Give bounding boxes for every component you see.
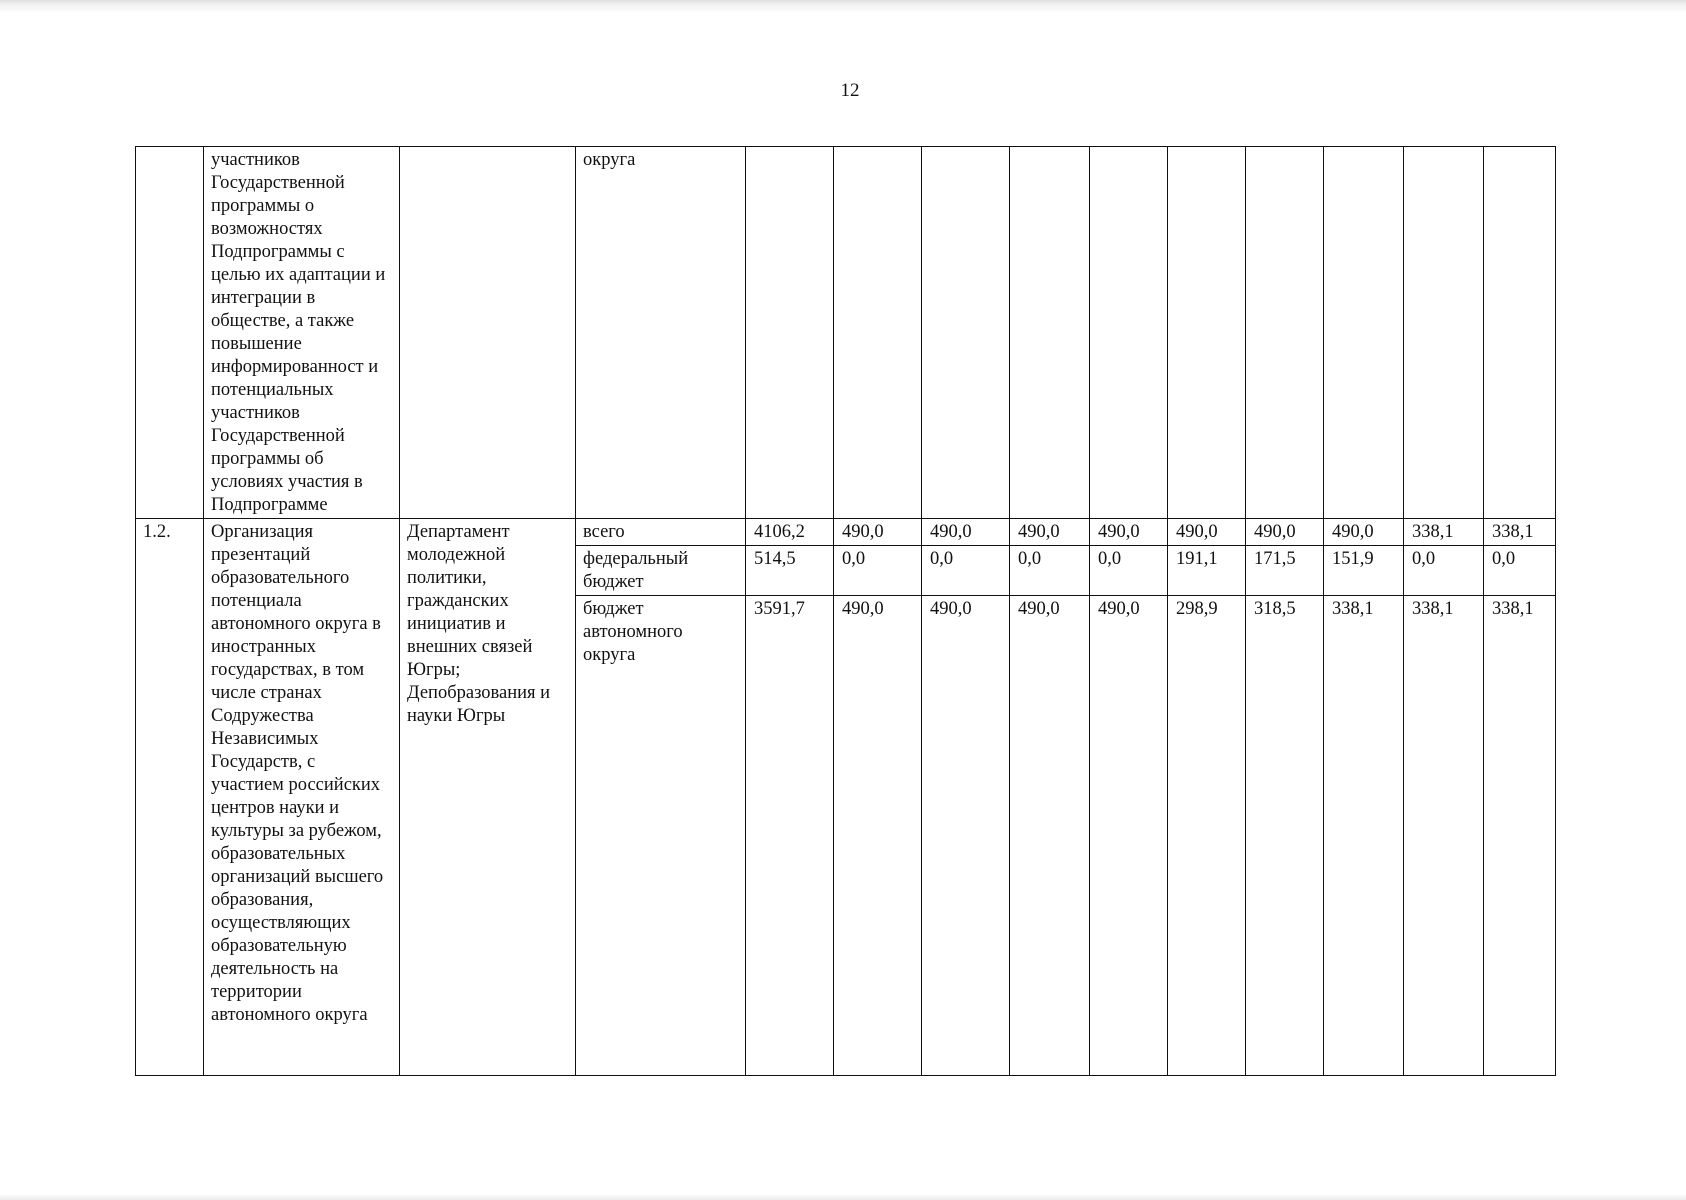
item-number-cell [136,147,204,519]
value-cell: 490,0 [1324,519,1404,546]
table-row [136,519,1556,546]
value-cell: 490,0 [1090,596,1168,1076]
budget-table [135,146,1556,1076]
value-cell [922,147,1010,519]
value-cell: 490,0 [1010,596,1090,1076]
value-cell: 171,5 [1246,546,1324,596]
scan-edge-top [0,0,1686,14]
value-cell: 0,0 [1010,546,1090,596]
value-cell: 151,9 [1324,546,1404,596]
value-cell: 0,0 [1090,546,1168,596]
funding-source-cell: бюджет автономного округа [576,596,746,1076]
funding-source-cell: округа [576,147,746,519]
value-cell: 490,0 [1246,519,1324,546]
value-cell: 490,0 [1168,519,1246,546]
funding-source-cell: федеральный бюджет [576,546,746,596]
value-cell: 318,5 [1246,596,1324,1076]
value-cell: 0,0 [922,546,1010,596]
value-cell: 490,0 [922,596,1010,1076]
value-cell: 191,1 [1168,546,1246,596]
value-cell [1404,147,1484,519]
value-cell: 490,0 [834,519,922,546]
value-cell: 490,0 [922,519,1010,546]
value-cell [834,147,922,519]
value-cell: 338,1 [1484,519,1556,546]
scan-edge-bottom [0,1194,1686,1200]
table-row [136,147,1556,519]
funding-source-cell: всего [576,519,746,546]
value-cell: 338,1 [1404,596,1484,1076]
value-cell: 490,0 [1090,519,1168,546]
value-cell: 338,1 [1484,596,1556,1076]
item-number-cell: 1.2. [136,519,204,1076]
value-cell [1324,147,1404,519]
value-cell: 0,0 [1484,546,1556,596]
event-name-cell: Организация презентаций образовательного потенциала автономного округа в иностранных государствах, в том числе странах Содружества Независимых Государств, с участием российских центров науки и культуры за рубежом, образовательных организаций высшего образования, осуществляющих образовательную деятельность на территории автономного округа [204,519,400,1076]
value-cell: 0,0 [834,546,922,596]
value-cell: 490,0 [834,596,922,1076]
value-cell: 0,0 [1404,546,1484,596]
value-cell: 298,9 [1168,596,1246,1076]
executor-cell: Департамент молодежной политики, гражданских инициатив и внешних связей Югры; Депобразования и науки Югры [400,519,576,1076]
value-cell: 4106,2 [746,519,834,546]
value-cell [1246,147,1324,519]
value-cell [746,147,834,519]
page-number: 12 [840,80,860,101]
value-cell: 338,1 [1324,596,1404,1076]
value-cell: 490,0 [1010,519,1090,546]
value-cell: 338,1 [1404,519,1484,546]
value-cell: 514,5 [746,546,834,596]
value-cell: 3591,7 [746,596,834,1076]
value-cell [1010,147,1090,519]
event-name-cell: участников Государственной программы о возможностях Подпрограммы с целью их адаптации и интеграции в обществе, а также повышение информированност и потенциальных участников Государственной программы об условиях участия в Подпрограмме [204,147,400,519]
value-cell [1168,147,1246,519]
value-cell [1484,147,1556,519]
value-cell [1090,147,1168,519]
executor-cell [400,147,576,519]
